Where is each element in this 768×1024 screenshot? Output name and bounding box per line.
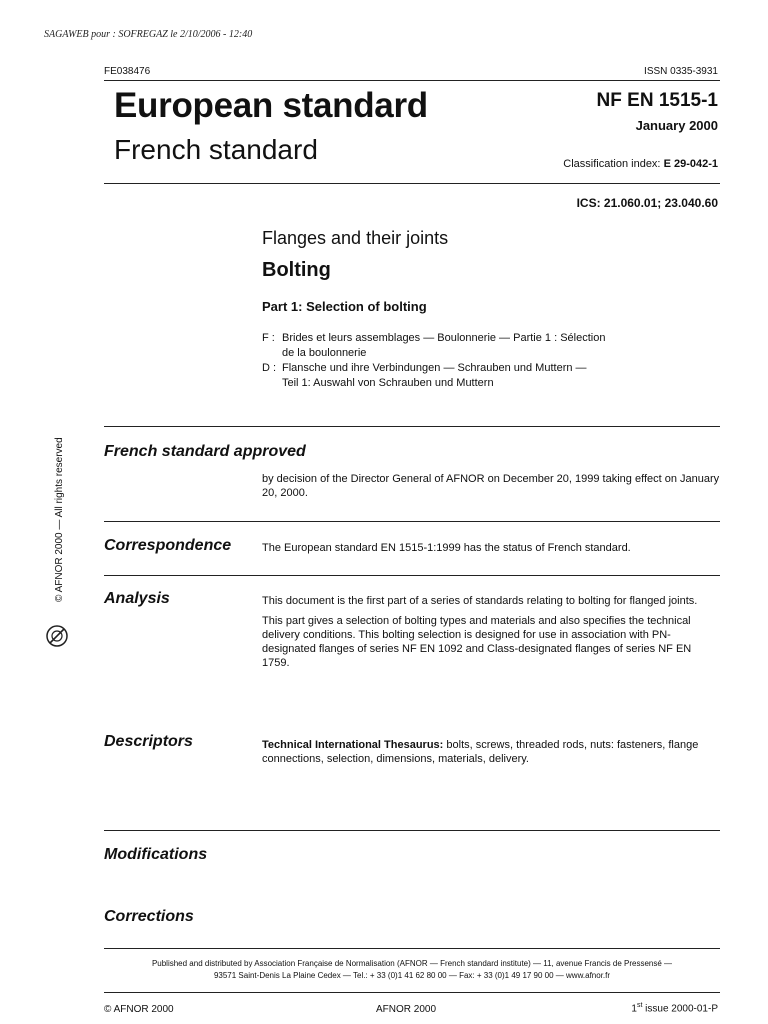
issn-number: ISSN 0335-3931 [644, 66, 718, 77]
main-title: Bolting [262, 259, 331, 281]
descriptors-paragraph [262, 738, 720, 766]
standard-date: January 2000 [635, 118, 718, 133]
classification-label: Classification index: [563, 158, 661, 170]
section-rule [104, 426, 720, 427]
descriptors-text [262, 738, 720, 772]
no-copy-seal-icon [46, 625, 68, 647]
side-copyright-notice: © AFNOR 2000 — All rights reserved [54, 437, 65, 602]
corrections-heading: Corrections [104, 908, 194, 925]
translated-titles [262, 331, 702, 391]
analysis-heading: Analysis [104, 590, 170, 607]
analysis-paragraph-2: This part gives a selection of bolting types and materials and also specifies the technical delivery conditions. This bolting selection is designed for use in association with PN-designated flanges of series NF EN 1092 and Class-designated flanges of series NF EN 1759. [262, 615, 692, 669]
translation-line: Teil 1: Auswahl von Schrauben und Muttern [282, 377, 494, 389]
section-rule [104, 575, 720, 576]
issue-text: issue 2000-01-P [642, 1003, 718, 1015]
publisher-info [104, 958, 720, 982]
footer-copyright: © AFNOR 2000 [104, 1004, 174, 1015]
descriptors-heading: Descriptors [104, 733, 193, 750]
translation-line: Flansche und ihre Verbindungen — Schrauben und Muttern — [282, 362, 587, 374]
translation-line: de la boulonnerie [282, 347, 367, 359]
thesaurus-terms: bolts, screws, threaded rods, nuts: fasteners, flange connections, selection, dimensions, materials, delivery. [262, 739, 699, 765]
translation-line: Brides et leurs assemblages — Boulonnerie — Partie 1 : Sélection [282, 332, 606, 344]
standard-number: NF EN 1515-1 [596, 90, 718, 111]
footer-center: AFNOR 2000 [376, 1004, 437, 1015]
section-rule [104, 830, 720, 831]
header-top-rule [104, 80, 720, 81]
modifications-heading: Modifications [104, 846, 208, 863]
translation-french [262, 331, 702, 346]
issue-number: 1 [631, 1003, 637, 1015]
footer-bottom-rule [104, 992, 720, 993]
translation-german [262, 361, 702, 376]
document-title: European standard [114, 86, 428, 125]
issue-suffix: st [636, 1002, 643, 1009]
approved-text [262, 472, 720, 506]
publisher-line-2: 93571 Saint-Denis La Plaine Cedex — Tel.: + 33 (0)1 41 62 80 00 — Fax: + 33 (0)1 49 17 90 00 — www.afnor.fr [213, 971, 611, 980]
publisher-line-1: Published and distributed by Association Française de Normalisation (AFNOR — French standard institute) — 11, avenue Francis de Pressensé — [151, 959, 673, 968]
header-bottom-rule [104, 183, 720, 184]
approved-heading: French standard approved [104, 443, 306, 460]
ics-codes: ICS: 21.060.01; 23.040.60 [576, 196, 718, 210]
section-rule [104, 521, 720, 522]
thesaurus-label: Technical International Thesaurus: [262, 739, 444, 751]
classification-index [563, 158, 718, 170]
part-title: Part 1: Selection of bolting [262, 299, 427, 314]
document-code: FE038476 [104, 66, 151, 77]
correspondence-text [262, 541, 720, 561]
approved-paragraph: by decision of the Director General of AFNOR on December 20, 1999 taking effect on January 20, 2000. [262, 473, 720, 499]
lang-code: F : [262, 332, 275, 344]
classification-value: E 29-042-1 [663, 158, 718, 170]
lang-code: D : [262, 362, 277, 374]
analysis-paragraph-1: This document is the first part of a series of standards relating to bolting for flanged joints. [262, 595, 698, 607]
correspondence-paragraph: The European standard EN 1515-1:1999 has the status of French standard. [262, 542, 631, 554]
issue-info [631, 1002, 718, 1014]
topic-title: Flanges and their joints [262, 228, 449, 248]
footer-rule [104, 948, 720, 949]
analysis-text [262, 594, 720, 676]
download-watermark: SAGAWEB pour : SOFREGAZ le 2/10/2006 - 12:40 [44, 29, 253, 40]
correspondence-heading: Correspondence [104, 537, 232, 554]
document-subtitle: French standard [114, 134, 318, 165]
